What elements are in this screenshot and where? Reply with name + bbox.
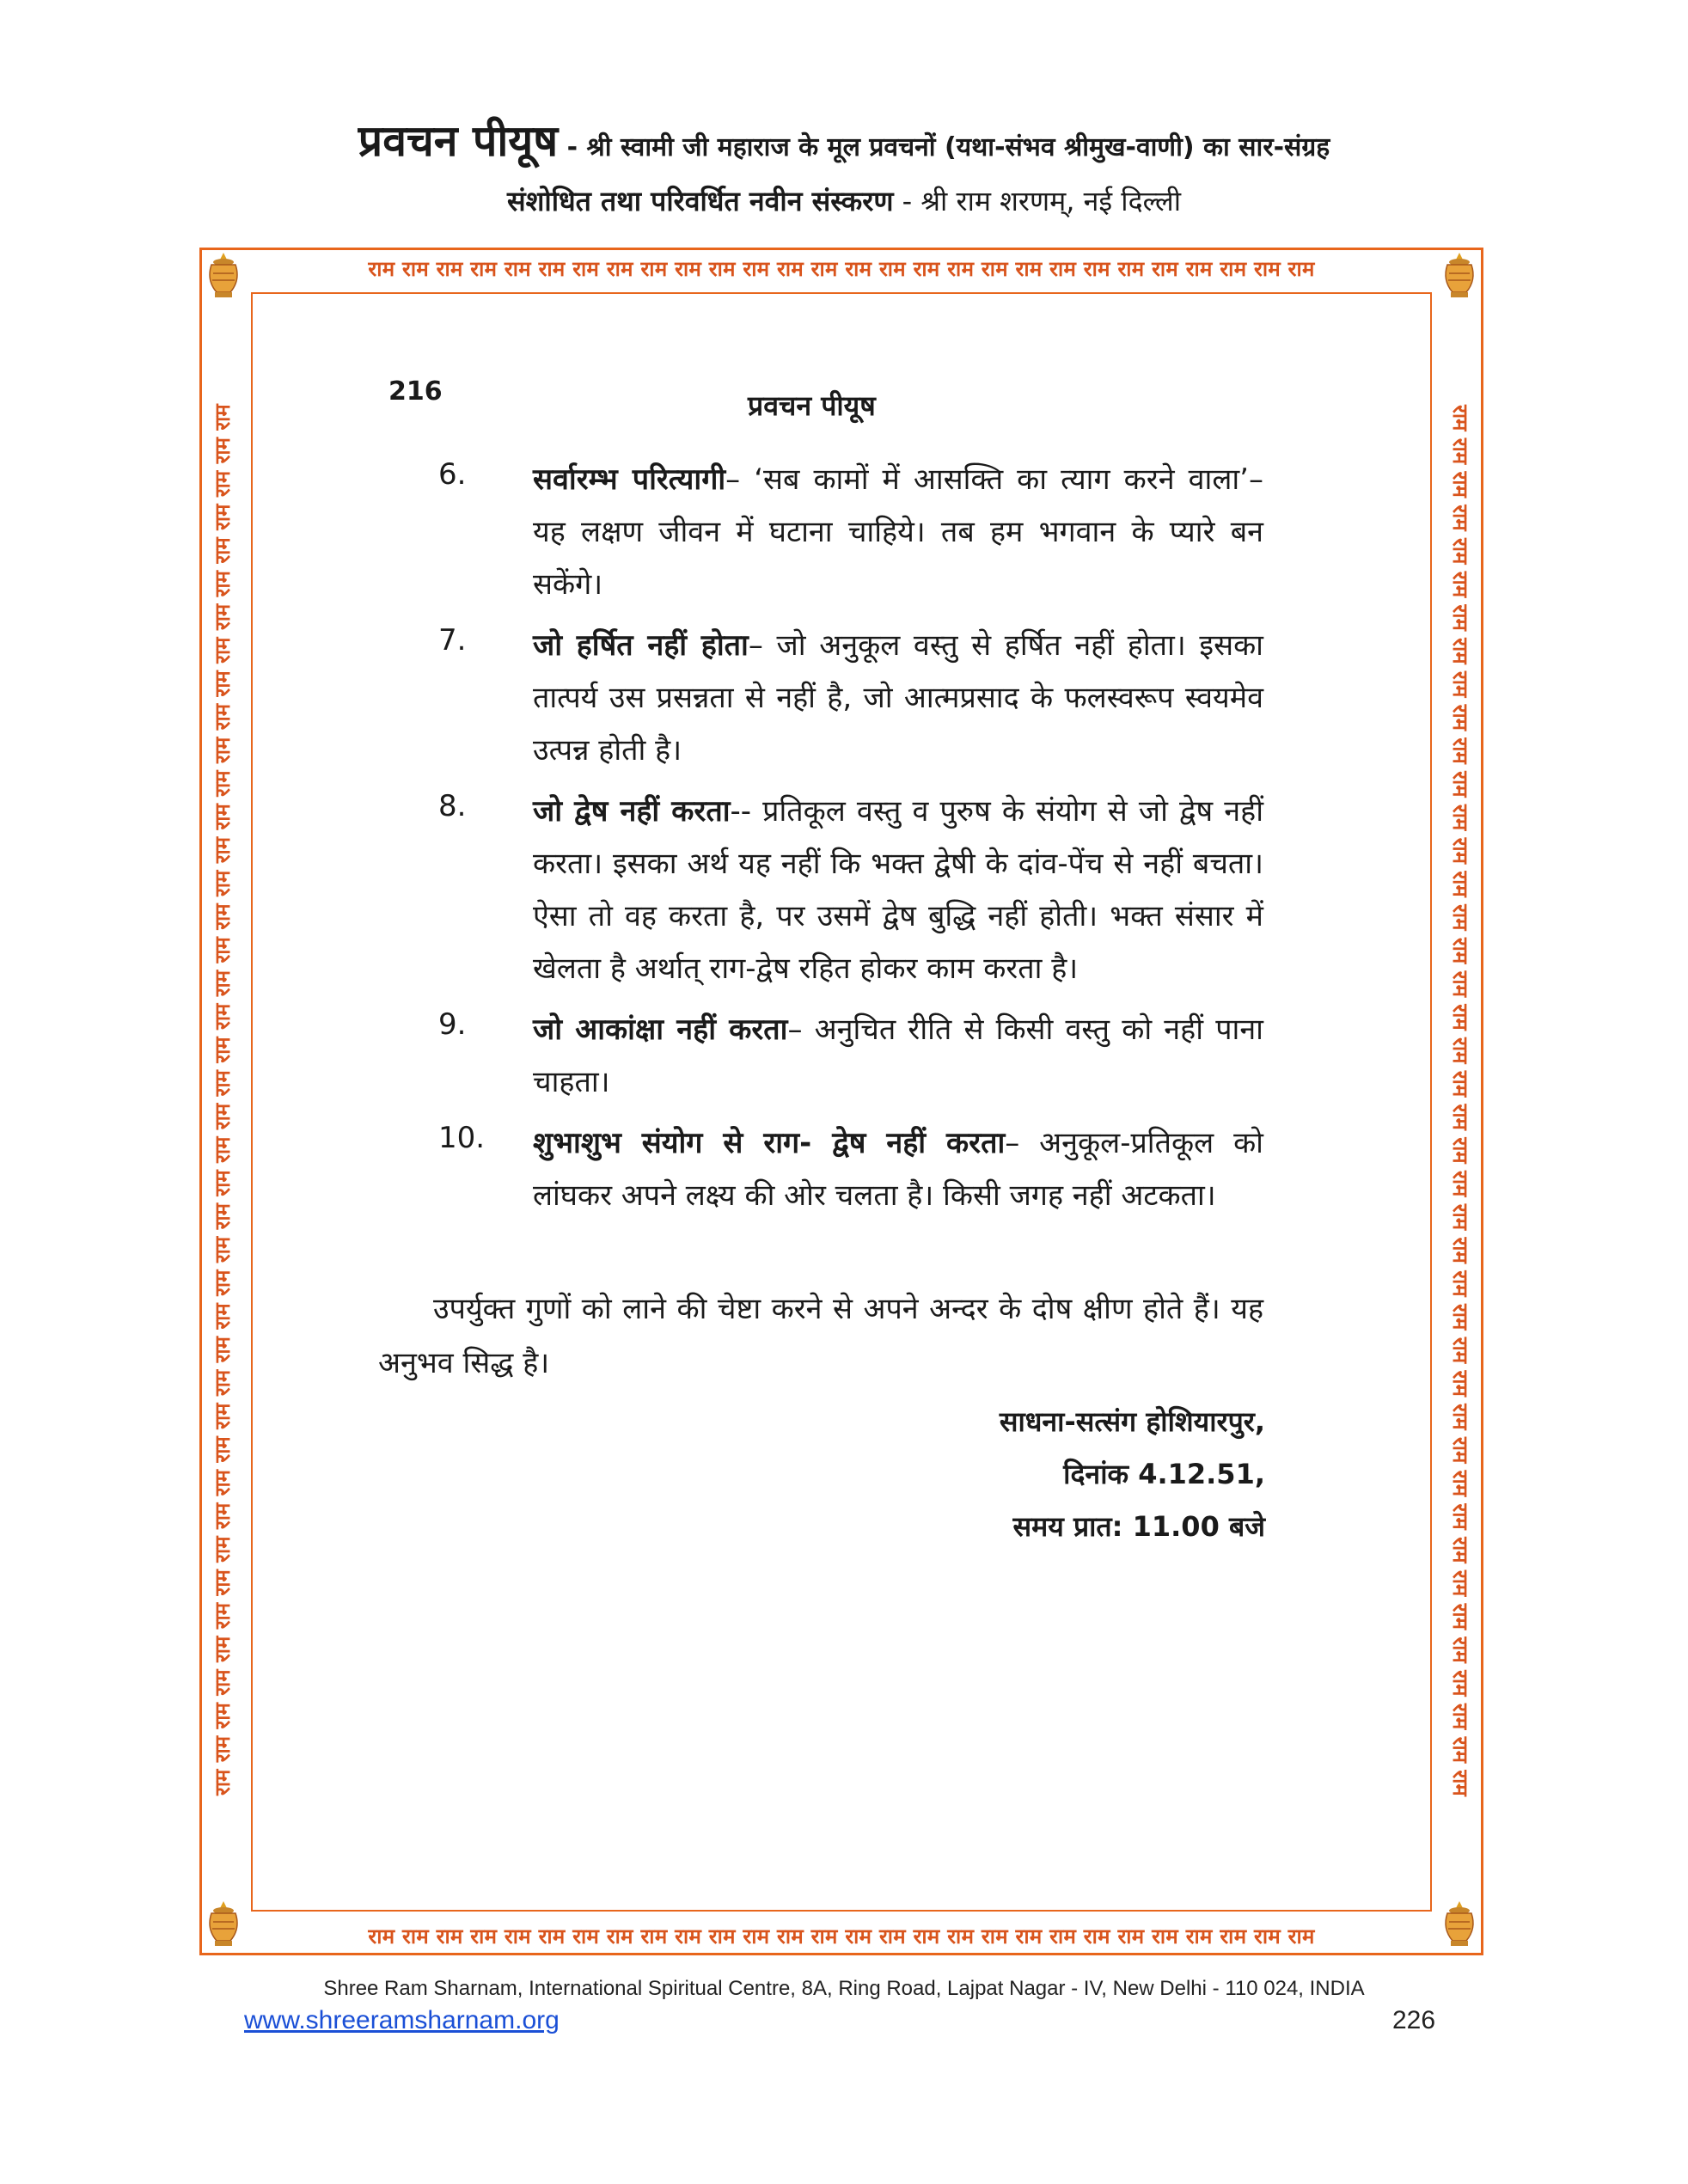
ram-border-right: राम राम राम राम राम राम राम राम राम राम राम राम राम राम राम राम राम राम राम राम राम राम राम राम राम राम राम राम राम राम राम राम राम राम राम राम राम राम राम राम राम राम <box>1448 404 1472 1796</box>
ram-border-bottom: राम राम राम राम राम राम राम राम राम राम राम राम राम राम राम राम राम राम राम राम राम राम राम राम राम राम राम राम <box>368 1924 1315 1948</box>
ram-border-left: राम राम राम राम राम राम राम राम राम राम राम राम राम राम राम राम राम राम राम राम राम राम राम राम राम राम राम राम राम राम राम राम राम राम राम राम राम राम राम राम राम राम <box>211 404 235 1796</box>
kalash-icon <box>1439 251 1480 299</box>
signature-place: साधना-सत्संग होशियारपुर, <box>999 1405 1265 1438</box>
list-item <box>438 1004 1263 1109</box>
item-body: -- प्रतिकूल वस्तु व पुरुष के संयोग से जो द्वेष नहीं करता। इसका अर्थ यह नहीं कि भक्त द्वेषी के दांव-पेंच से नहीं बचता। ऐसा तो वह करता है, पर उसमें द्वेष बुद्धि नहीं होती। भक्त संसार में खेलता है अर्थात् राग-द्वेष रहित होकर काम करता है। <box>533 794 1264 986</box>
edition-label: संशोधित तथा परिवर्धित नवीन संस्करण <box>507 185 894 217</box>
item-text <box>533 1117 1263 1222</box>
item-text <box>533 786 1263 995</box>
item-body: – अनुकूल-प्रतिकूल को लांघकर अपने लक्ष्य की ओर चलता है। किसी जगह नहीं अटकता। <box>533 1126 1263 1213</box>
item-number: 10. <box>438 1121 486 1155</box>
item-heading: जो हर्षित नहीं होता <box>533 628 749 663</box>
website-link[interactable]: www.shreeramsharnam.org <box>244 2006 560 2034</box>
item-body: – ‘सब कामों में आसक्ति का त्याग करने वाला’– यह लक्षण जीवन में घटाना चाहिये। तब हम भगवान के प्यारे बन सकेंगे। <box>533 462 1263 602</box>
summary-paragraph: उपर्युक्त गुणों को लाने की चेष्टा करने से अपने अन्दर के दोष क्षीण होते हैं। यह अनुभव सिद्ध है। <box>378 1292 1263 1380</box>
book-subtitle: - श्री स्वामी जी महाराज के मूल प्रवचनों (यथा-संभव श्रीमुख-वाणी) का सार-संग्रह <box>558 132 1330 162</box>
kalash-icon <box>203 1900 244 1948</box>
discourse-signature <box>859 1396 1265 1553</box>
item-number: 9. <box>438 1007 467 1042</box>
item-heading: शुभाशुभ संयोग से राग- द्वेष नहीं करता <box>533 1126 1006 1160</box>
item-text <box>533 454 1263 611</box>
item-body: – जो अनुकूल वस्तु से हर्षित नहीं होता। इसका तात्पर्य उस प्रसन्नता से नहीं है, जो आत्मप्रसाद के फलस्वरूप स्वयमेव उत्पन्न होती है। <box>533 628 1263 768</box>
item-text <box>533 1004 1263 1109</box>
kalash-icon <box>1439 1900 1480 1948</box>
item-body: – अनुचित रीति से किसी वस्तु को नहीं पाना चाहता। <box>533 1012 1263 1099</box>
qualities-list <box>438 454 1263 1231</box>
inner-page-title: प्रवचन पीयूष <box>748 389 876 422</box>
edition-publisher: - श्री राम शरणम्, नई दिल्ली <box>893 185 1181 217</box>
list-item <box>438 786 1263 995</box>
list-item <box>438 1117 1263 1222</box>
header-edition-line <box>0 182 1688 219</box>
inner-page-number: 216 <box>388 376 443 407</box>
header-title-line <box>0 110 1688 168</box>
item-number: 7. <box>438 623 467 658</box>
book-title: प्रवचन पीयूष <box>358 116 559 166</box>
kalash-icon <box>203 251 244 299</box>
item-text <box>533 620 1263 777</box>
footer-address: Shree Ram Sharnam, International Spiritual Centre, 8A, Ring Road, Lajpat Nagar - IV, New Delhi - 110 024, INDIA <box>323 1977 1365 2000</box>
signature-date: दिनांक 4.12.51, <box>1063 1458 1265 1490</box>
item-number: 8. <box>438 789 467 823</box>
ram-border-top: राम राम राम राम राम राम राम राम राम राम राम राम राम राम राम राम राम राम राम राम राम राम राम राम राम राम राम राम <box>368 257 1315 281</box>
item-heading: सर्वारम्भ परित्यागी <box>533 462 726 497</box>
list-item <box>438 454 1263 611</box>
footer-page-number: 226 <box>1392 2006 1436 2034</box>
item-heading: जो आकांक्षा नहीं करता <box>533 1012 788 1047</box>
item-heading: जो द्वेष नहीं करता <box>533 794 731 829</box>
signature-time: समय प्रात: 11.00 बजे <box>1012 1510 1265 1543</box>
list-item <box>438 620 1263 777</box>
item-number: 6. <box>438 457 467 492</box>
